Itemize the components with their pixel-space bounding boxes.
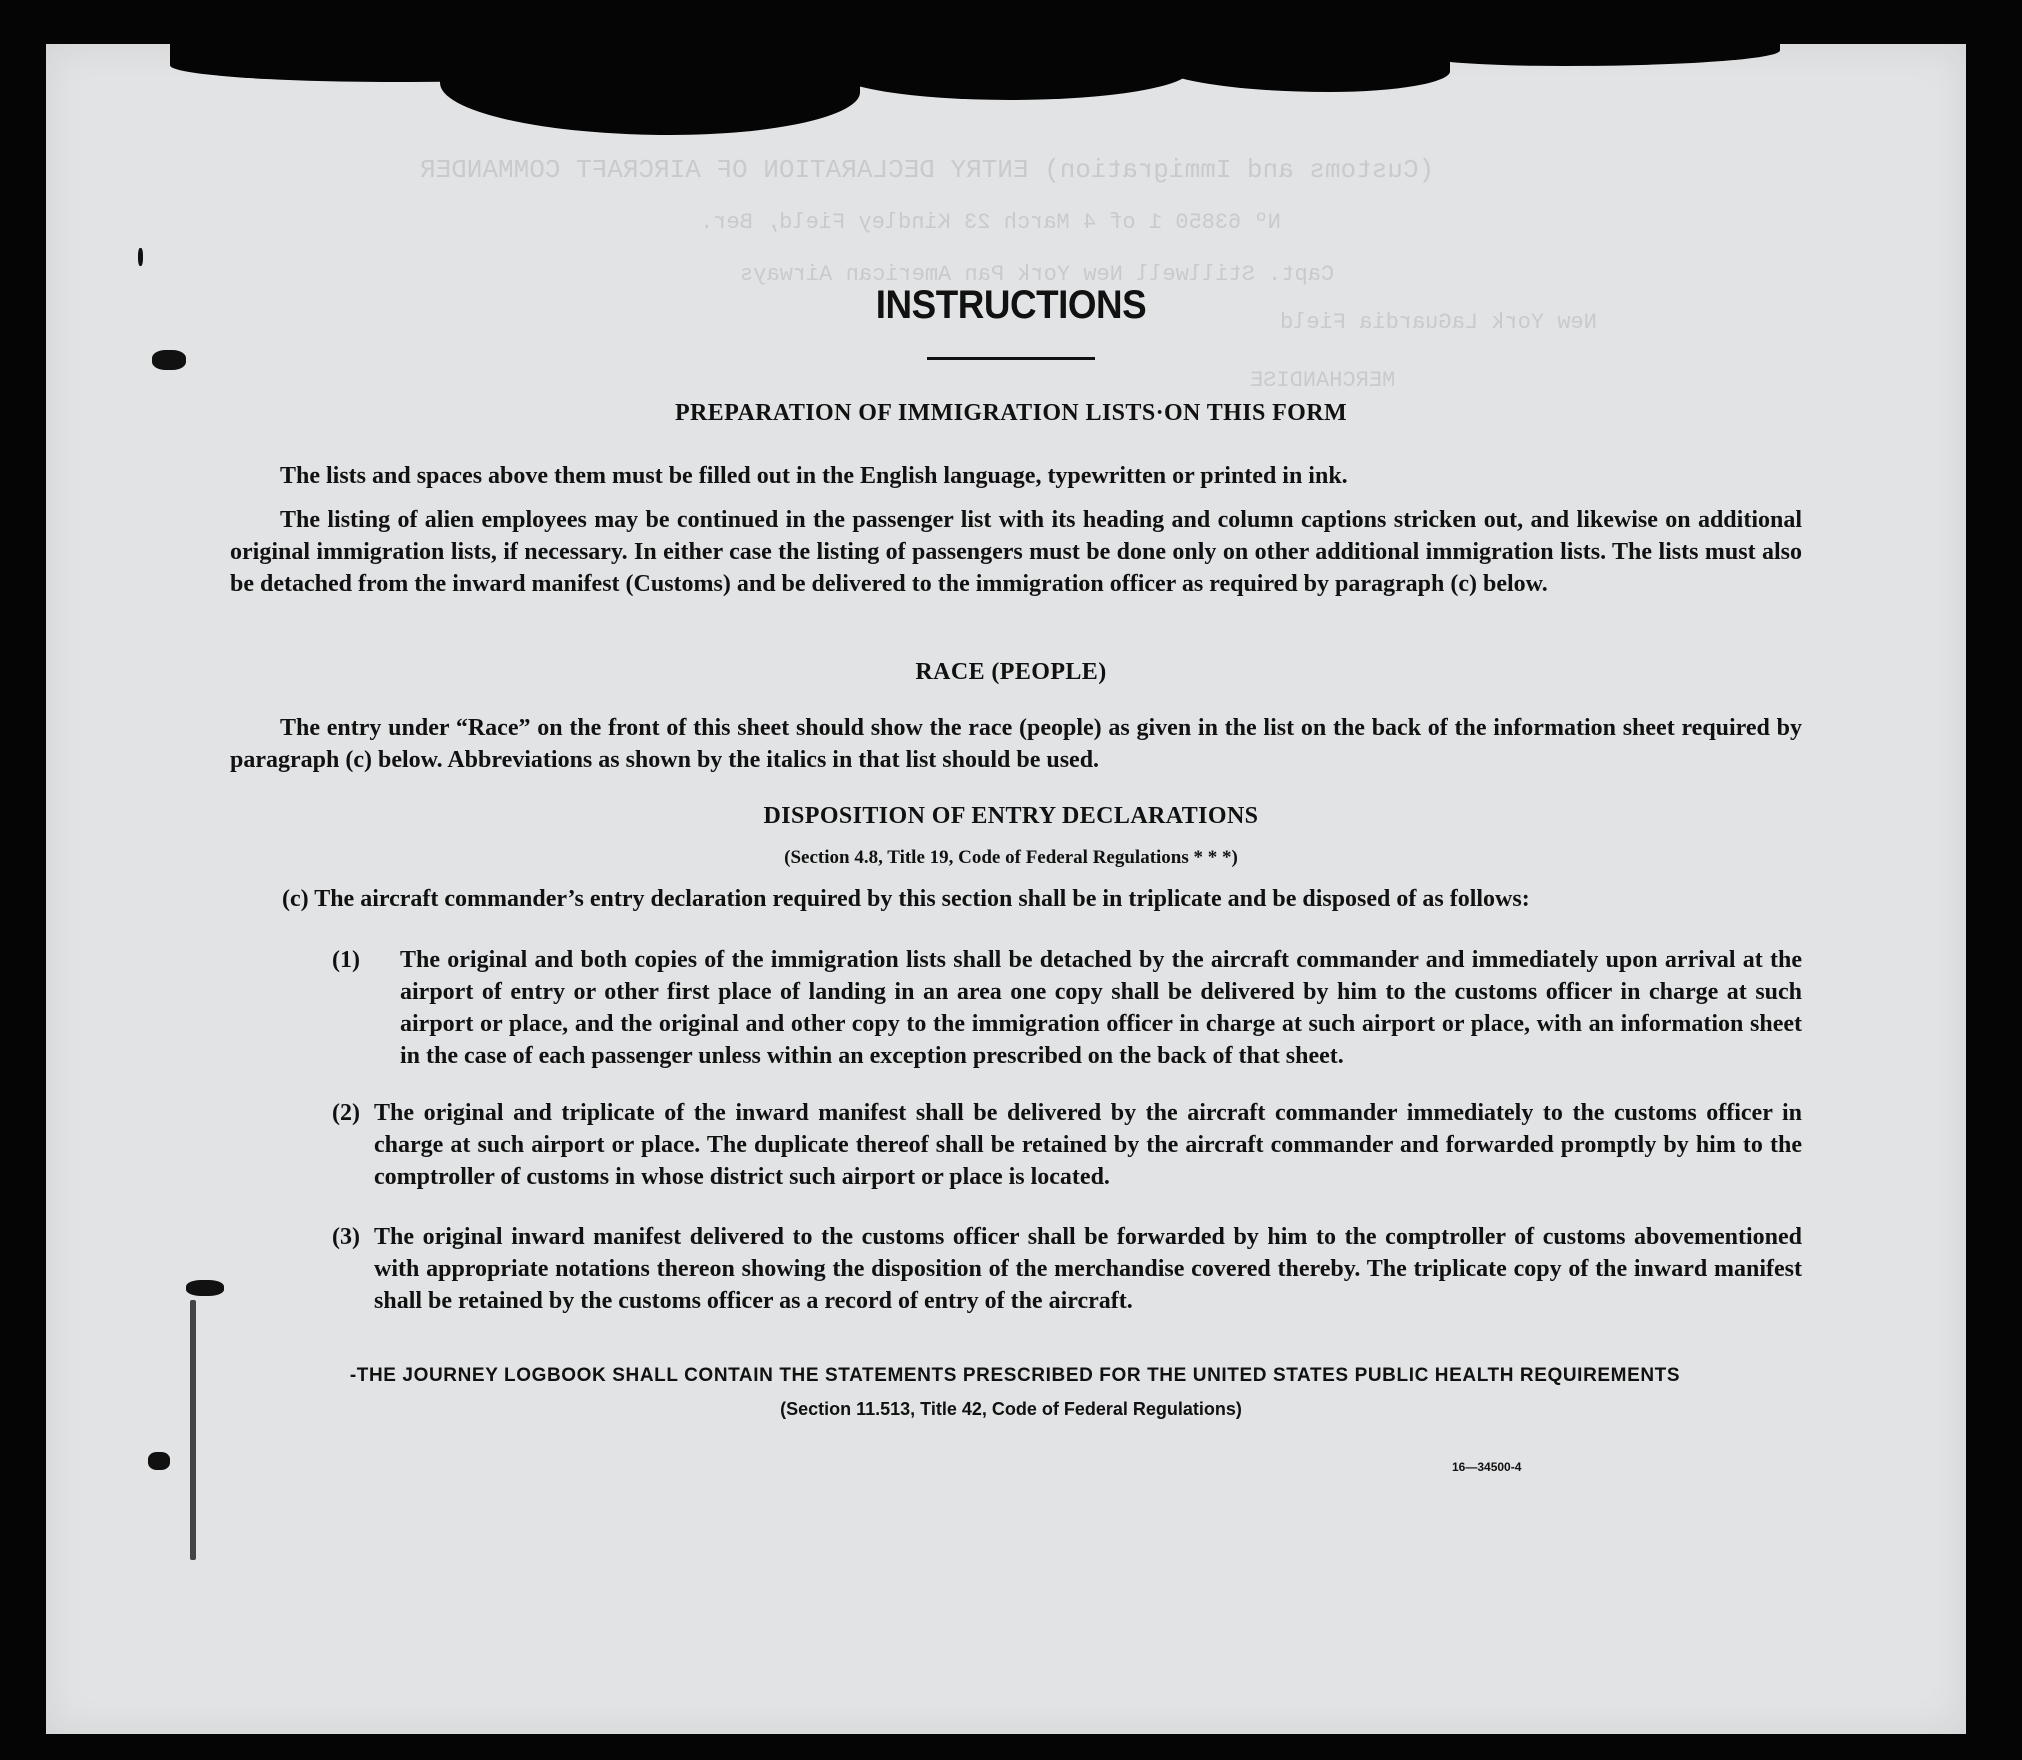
bleed-through: (Customs and Immigration) ENTRY DECLARATION OF AIRCRAFT COMMANDER xyxy=(420,155,1435,185)
list-item-text: The original and triplicate of the inward manifest shall be delivered by the aircraft commander immediately to the customs officer in charge at such airport or place. The duplicate thereof shall be retained by the aircraft commander and forwarded promptly by him to the comptroller of customs in whose district such airport or place is located. xyxy=(374,1100,1802,1190)
title-underline xyxy=(927,357,1095,360)
list-item-number: (3) xyxy=(332,1224,360,1250)
section-heading-disposition: DISPOSITION OF ENTRY DECLARATIONS xyxy=(763,803,1259,829)
section-heading-preparation: PREPARATION OF IMMIGRATION LISTS·ON THIS FORM xyxy=(674,400,1348,426)
list-item-text: The original and both copies of the immigration lists shall be detached by the aircraft commander and immediately upon arrival at the airport of entry or other first place of landing in an area one copy shall be delivered by him to the customs officer in charge at such airport or place, and the original and other copy to the immigration officer in charge at such airport or place, with an information sheet in the case of each passenger unless within an exception prescribed on the back of that sheet. xyxy=(400,947,1802,1069)
ink-blot xyxy=(186,1280,224,1296)
paragraph-alien-employees: The listing of alien employees may be continued in the passenger list with its heading and column captions stricken out, and likewise on additional original immigration lists, if necessary. In either case the listing of passengers must be done only on other additional immigration lists. The lists must also be detached from the inward manifest (Customs) and be delivered to the immigration officer as required by paragraph (c) below. xyxy=(230,507,1802,597)
bleed-through: MERCHANDISE xyxy=(1250,368,1396,393)
ink-blot xyxy=(152,350,186,370)
list-item-number: (2) xyxy=(332,1100,360,1126)
torn-edge xyxy=(830,40,1190,100)
list-item-number: (1) xyxy=(332,947,360,973)
regulation-reference: (Section 4.8, Title 19, Code of Federal Regulations * * *) xyxy=(784,847,1238,868)
form-code: 16—34500-4 xyxy=(1452,1460,1522,1474)
document-title: INSTRUCTIONS xyxy=(875,283,1147,327)
list-item xyxy=(332,1221,1802,1321)
section-heading-race: RACE (PEOPLE) xyxy=(915,659,1107,685)
ink-blot xyxy=(190,1300,196,1560)
list-item xyxy=(332,944,1802,1074)
ink-blot xyxy=(148,1452,170,1470)
paragraph-language: The lists and spaces above them must be filled out in the English language, typewritten or printed in ink. xyxy=(280,463,1348,489)
bleed-through: New York LaGuardia Field xyxy=(1280,310,1597,335)
bleed-through: Capt. Stillwell New York Pan American Airways xyxy=(740,262,1335,287)
ink-blot xyxy=(138,248,143,266)
public-health-reference: (Section 11.513, Title 42, Code of Federal Regulations) xyxy=(780,1399,1242,1419)
list-item-text: The original inward manifest delivered to the customs officer shall be forwarded by him to the comptroller of customs abovementioned with appropriate notations thereon showing the disposition of the merchandise covered thereby. The triplicate copy of the inward manifest shall be retained by the customs officer as a record of entry of the aircraft. xyxy=(374,1224,1802,1314)
paragraph-entry-declaration: (c) The aircraft commander’s entry declaration required by this section shall be in triplicate and be disposed of as follows: xyxy=(282,886,1530,912)
public-health-statement: -THE JOURNEY LOGBOOK SHALL CONTAIN THE STATEMENTS PRESCRIBED FOR THE UNITED STATES PUBLIC HEALTH REQUIREMENTS xyxy=(349,1365,1681,1386)
list-item xyxy=(332,1097,1802,1197)
bleed-through: Nº 63850 1 of 4 March 23 Kindley Field, Ber. xyxy=(700,210,1281,235)
paragraph-race: The entry under “Race” on the front of this sheet should show the race (people) as given in the list on the back of the information sheet required by paragraph (c) below. Abbreviations as shown by the italics in that list should be used. xyxy=(230,715,1802,773)
